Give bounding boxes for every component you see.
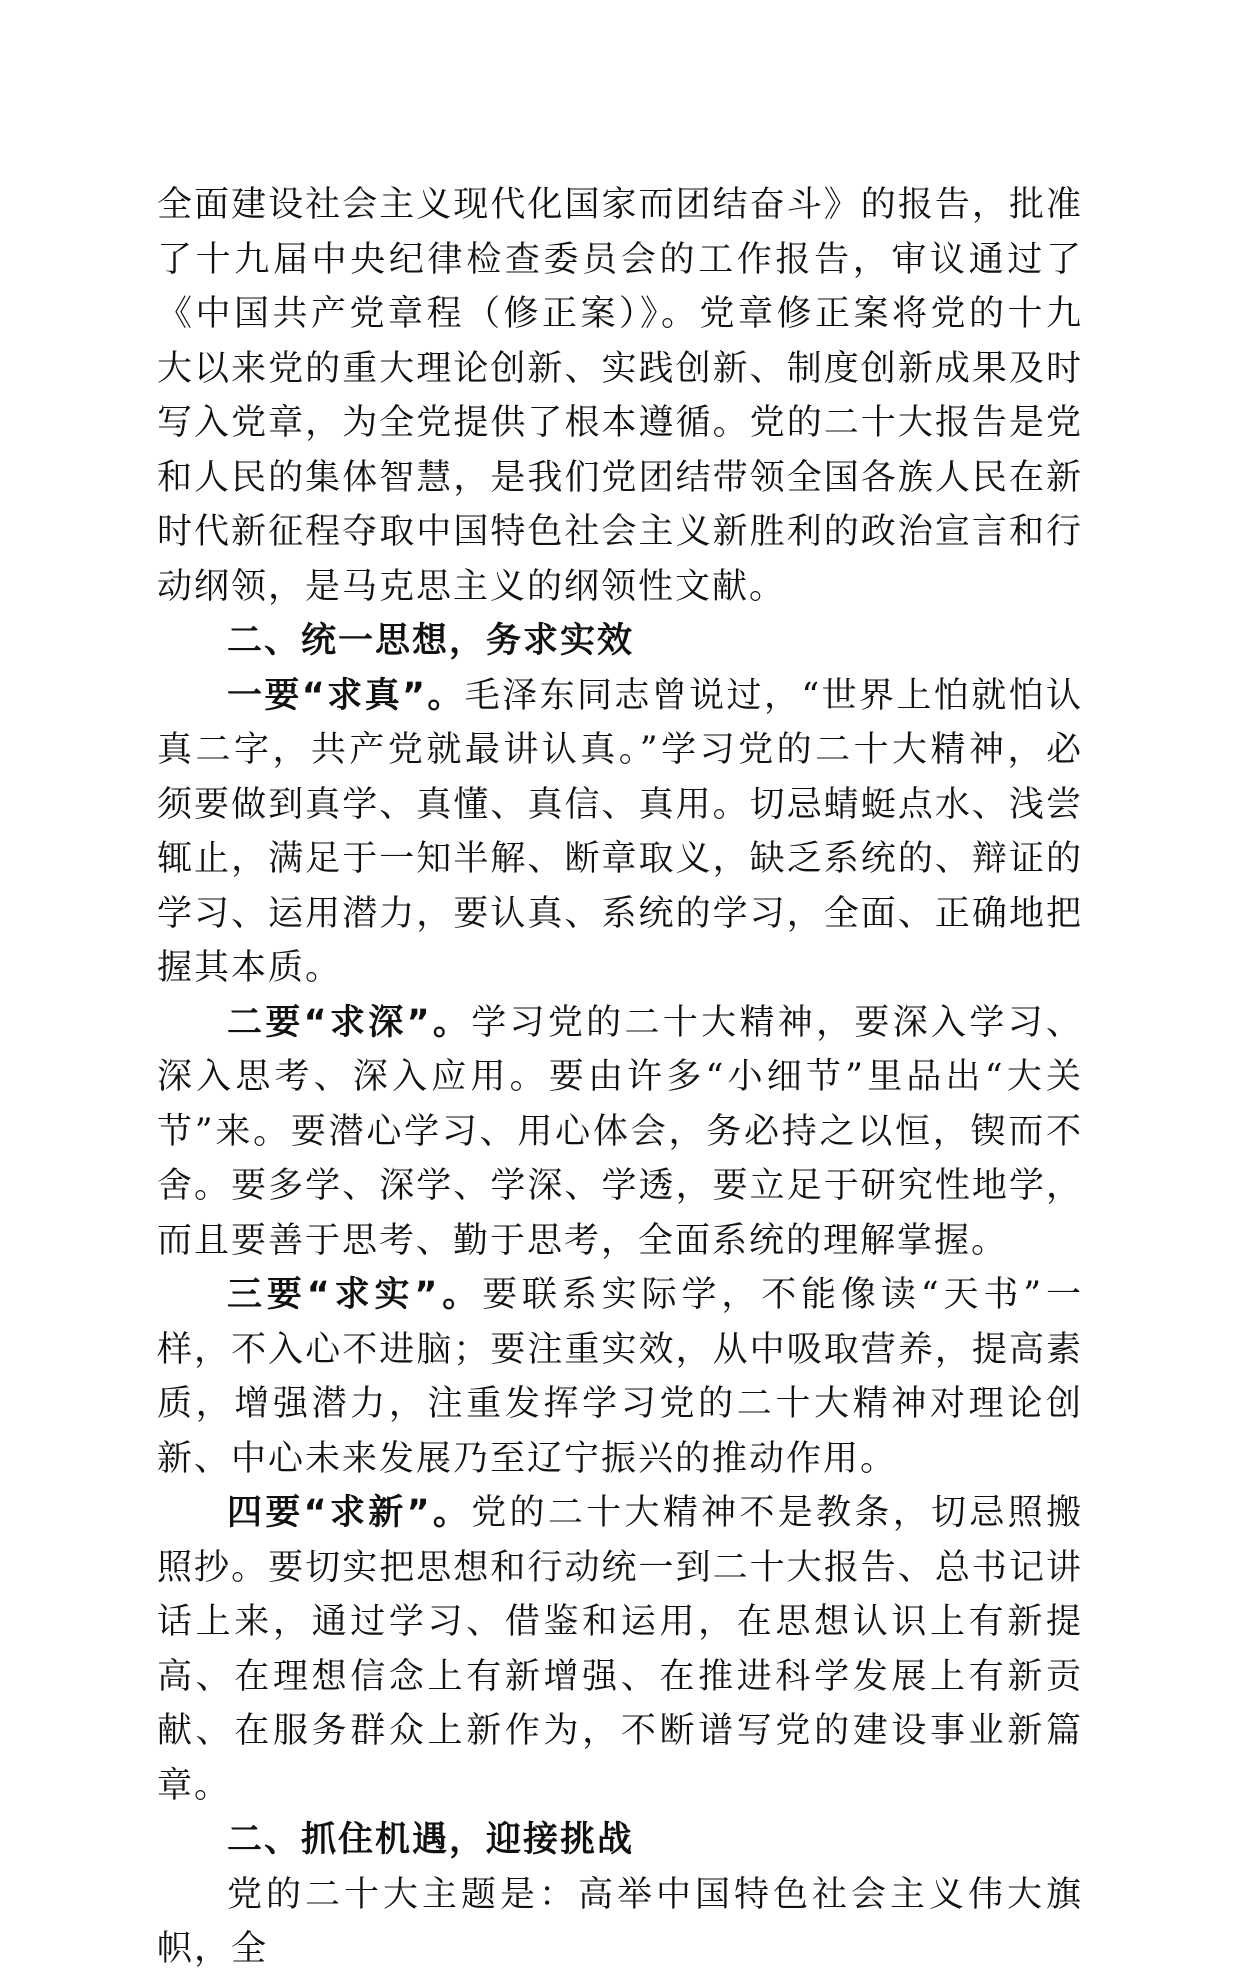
paragraph-lead: 一要“求真”。 — [227, 675, 465, 716]
paragraph-seek-truth — [157, 669, 1083, 996]
paragraph-seek-practice — [157, 1268, 1083, 1486]
paragraph-text: 学习党的二十大精神，要深入学习、深入思考、深入应用。要由许多“小细节”里品出“大关节”来。要潜心学习、用心体会，务必持之以恒，锲而不舍。要多学、深学、学深、学透，要立足于研究性地学，而且要善于思考、勤于思考，全面系统的理解掌握。 — [157, 1002, 1083, 1261]
paragraph-text: 全面建设社会主义现代化国家而团结奋斗》的报告，批准了十九届中央纪律检查委员会的工作报告，审议通过了《中国共产党章程（修正案）》。党章修正案将党的十九大以来党的重大理论创新、实践创新、制度创新成果及时写入党章，为全党提供了根本遵循。党的二十大报告是党和人民的集体智慧，是我们党团结带领全国各族人民在新时代新征程夺取中国特色社会主义新胜利的政治宣言和行动纲领，是马克思主义的纲领性文献。 — [157, 185, 1083, 607]
paragraph-text: 要联系实际学，不能像读“天书”一样，不入心不进脑；要注重实效，从中吸取营养，提高素质，增强潜力，注重发挥学习党的二十大精神对理论创新、中心未来发展乃至辽宁振兴的推动作用。 — [157, 1275, 1083, 1479]
paragraph-seek-innovation — [157, 1486, 1083, 1813]
paragraph-text: 党的二十大精神不是教条，切忌照搬照抄。要切实把思想和行动统一到二十大报告、总书记讲话上来，通过学习、借鉴和运用，在思想认识上有新提高、在理想信念上有新增强、在推进科学发展上有新贡献、在服务群众上新作为，不断谱写党的建设事业新篇章。 — [157, 1493, 1083, 1806]
paragraph-report-intro — [157, 178, 1083, 614]
paragraph-text: 毛泽东同志曾说过，“世界上怕就怕认真二字，共产党就最讲认真。”学习党的二十大精神，必须要做到真学、真懂、真信、真用。切忌蜻蜓点水、浅尝辄止，满足于一知半解、断章取义，缺乏系统的、辩证的学习、运用潜力，要认真、系统的学习，全面、正确地把握其本质。 — [157, 675, 1083, 988]
document-page — [157, 178, 1083, 1977]
paragraph-text: 党的二十大主题是：高举中国特色社会主义伟大旗帜，全 — [157, 1874, 1083, 1969]
paragraph-lead: 四要“求新”。 — [227, 1493, 472, 1533]
paragraph-seek-depth — [157, 996, 1083, 1269]
section-heading-unify-thought: 二、统一思想，务求实效 — [227, 621, 635, 661]
paragraph-lead: 三要“求实”。 — [227, 1275, 483, 1315]
paragraph-congress-theme — [157, 1868, 1083, 1977]
paragraph-lead: 二要“求深”。 — [227, 1002, 472, 1043]
section-heading-seize-opportunity: 二、抓住机遇，迎接挑战 — [227, 1820, 635, 1860]
